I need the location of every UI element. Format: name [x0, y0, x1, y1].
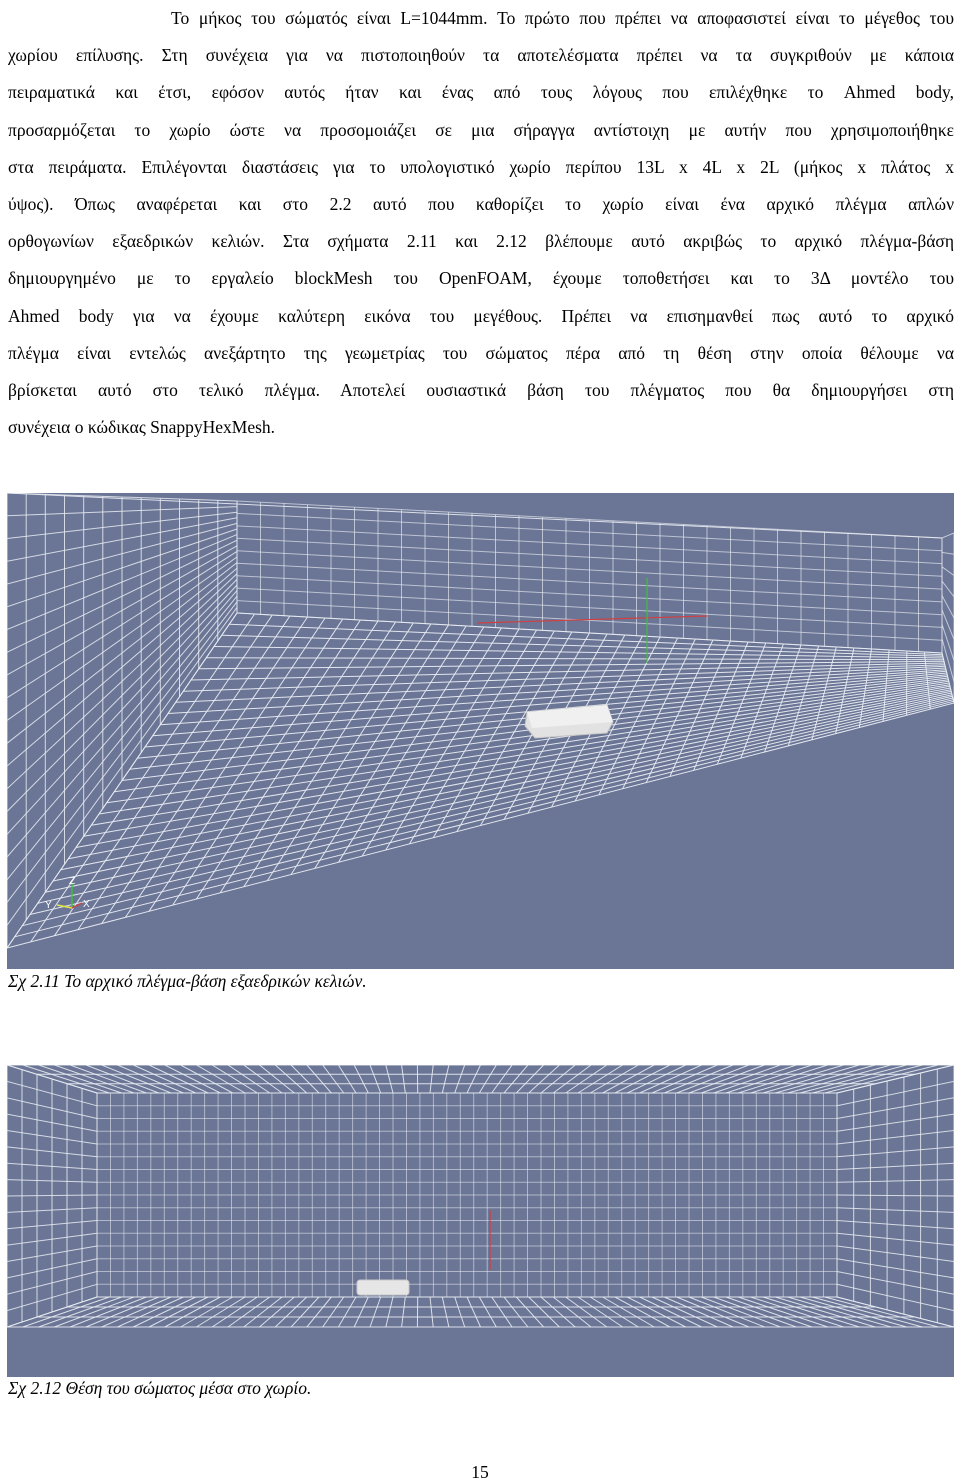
text-line: δημιουργημένο με το εργαλείο blockMesh του OpenFOAM, έχουμε τοποθετήσει και το 3Δ μοντέλο του — [8, 268, 954, 289]
text-line: προσαρμόζεται το χωρίο ώστε να προσομοιάζει σε μια σήραγγα αντίστοιχη με αυτήν που χρησιμοποιήθηκε — [8, 119, 954, 140]
mesh-grid — [7, 493, 954, 948]
text-line: Ahmed body για να έχουμε καλύτερη εικόνα του μεγέθους. Πρέπει να επισημανθεί πως αυτό το αρχικό — [8, 305, 954, 326]
axis-label-x: X — [83, 899, 90, 910]
figure-caption-1: Σχ 2.11 Το αρχικό πλέγμα-βάση εξαεδρικών κελιών. — [8, 971, 367, 991]
body-paragraph — [8, 0, 954, 446]
text-line: βρίσκεται αυτό στο τελικό πλέγμα. Αποτελεί ουσιαστικά βάση του πλέγματος που θα δημιουργήσει στη — [8, 380, 954, 401]
text-line: συνέχεια ο κώδικας SnappyHexMesh. — [8, 417, 276, 438]
ahmed-body-model — [525, 705, 613, 738]
text-line: ύψος). Όπως αναφέρεται και στο 2.2 αυτό που καθορίζει το χωρίο είναι ένα αρχικό πλέγμα απλών — [8, 194, 954, 215]
axis-label-y: Y — [45, 900, 52, 911]
figure-mesh-perspective — [7, 493, 954, 969]
page-number: 15 — [471, 1462, 489, 1482]
text-line: πειραματικά και έτσι, εφόσον αυτός ήταν και ένας από τους λόγους που επιλέχθηκε το Ahmed body, — [8, 82, 954, 103]
ahmed-body-model — [357, 1280, 409, 1295]
axis-label-z: Z — [69, 876, 76, 887]
mesh-grid — [7, 1065, 954, 1327]
text-line: Το μήκος του σώματός είναι L=1044mm. Το πρώτο που πρέπει να αποφασιστεί είναι το μέγεθος του — [8, 8, 954, 28]
mesh-render-2 — [7, 1065, 954, 1377]
text-line: χωρίου επίλυσης. Στη συνέχεια για να πιστοποιηθούν τα αποτελέσματα πρέπει να τα συγκριθούν με κάποια — [8, 45, 954, 66]
text-line: στα πειράματα. Επιλέγονται διαστάσεις για το υπολογιστικό χωρίο περίπου 13L x 4L x 2L (μήκος x πλάτος x — [8, 156, 954, 177]
figure-body-position — [7, 1065, 954, 1377]
mesh-render-1 — [7, 493, 954, 969]
text-line: ορθογωνίων εξαεδρικών κελιών. Στα σχήματα 2.11 και 2.12 βλέπουμε αυτό ακριβώς το αρχικό πλέγμα-βάση — [8, 231, 954, 252]
figure-caption-2: Σχ 2.12 Θέση του σώματος μέσα στο χωρίο. — [8, 1378, 312, 1398]
text-line: πλέγμα είναι εντελώς ανεξάρτητο της γεωμετρίας του σώματος πέρα από τη θέση στην οποία θέλουμε να — [8, 342, 954, 363]
